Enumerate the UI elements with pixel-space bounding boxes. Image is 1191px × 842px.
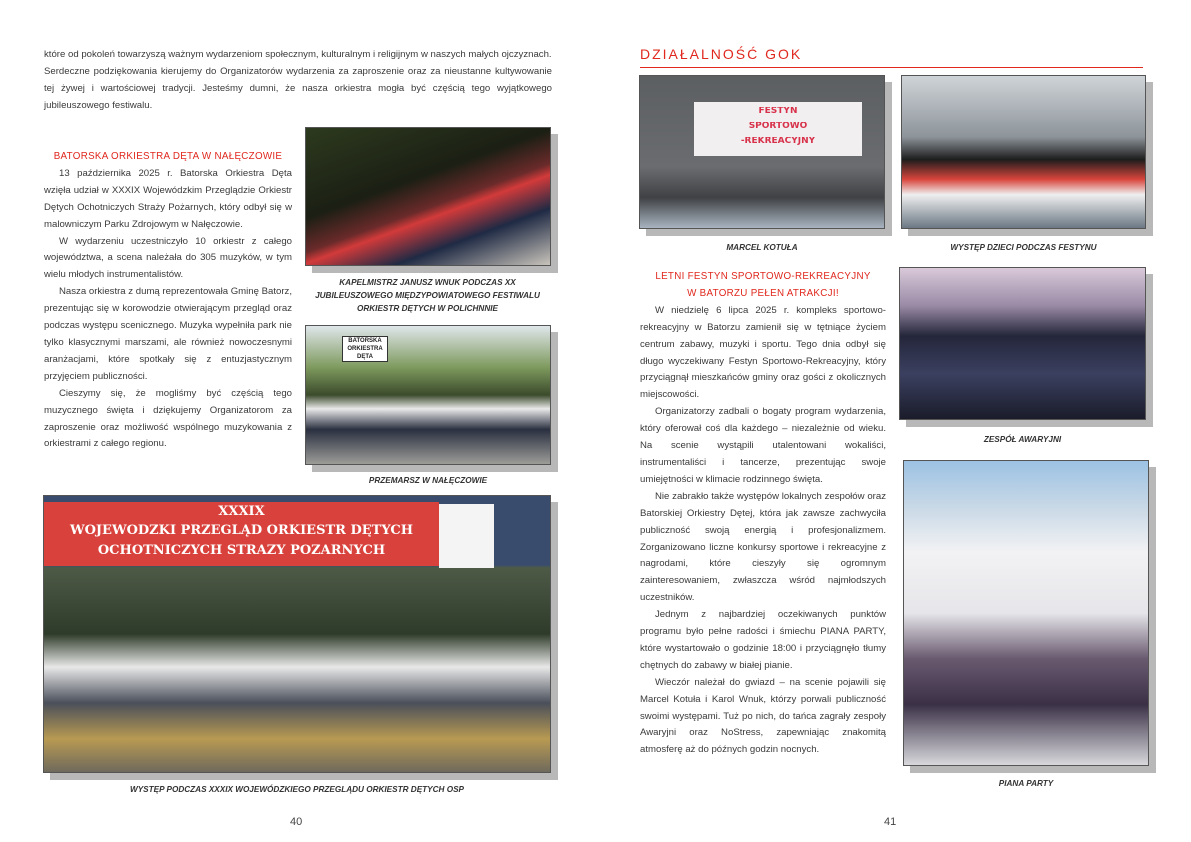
banner-line: WOJEWÓDZKI PRZEGLĄD ORKIESTR DĘTYCH [69,524,414,538]
section-title: DZIAŁALNOŚĆ GOK [640,46,803,62]
photo-marcel-kotula [639,75,885,229]
article-paragraph: Jednym z najbardziej oczekiwanych punktów programu było pełne radości i śmiechu PIANA PARTY, które wystartowało o godzinie 18:00 i przyciągnęło tłumy chętnych do zabawy w białej pianie. [640,609,886,671]
article-paragraph: Wieczór należał do gwiazd – na scenie pojawili się Marcel Kotuła i Karol Wnuk, którzy porwali publiczność swoimi występami. Tuż po nich, do tańca zagrały zespoły Awaryjni oraz NoStress, zapewniając znakomitą atmosferę aż do późnych godzin nocnych. [640,676,886,756]
title-rule [640,67,1143,68]
article-paragraph: Organizatorzy zadbali o bogaty program wydarzenia, który oferował coś dla każdego – niezależnie od wieku. Na scenie wystąpili utalentowani wokaliści, instrumentaliści i tancerze, prezentując swoje umiejętności w klimacie rodzinnego święta. [640,406,886,485]
photo-caption: PRZEMARSZ W NAŁĘCZOWIE [368,476,488,485]
article-paragraph: Nasza orkiestra z dumą reprezentowała Gminę Batorz, prezentując się w korowodzie otwierającym przegląd oraz podczas występu scenicznego. Muzyka wypełniła park nie tylko klasycznymi marszami, ale również nowoczesnymi aranżacjami, które spotkały się z entuzjastycznym przyjęciem publiczności. [44,286,293,382]
article-heading: BATORSKA ORKIESTRA DĘTA W NAŁĘCZOWIE [53,151,283,162]
band-sign: BATORSKA ORKIESTRA DĘTA [342,336,388,362]
intro-paragraph: Serdeczne podziękowania kierujemy do Organizatorów wydarzenia za zaproszenie oraz za nieustanne kultywowanie tej żywej i wartościowej tradycji. Jesteśmy dumni, że nasza orkiestra mogła być częścią tego wyjątkowego jubileuszowego festiwalu. [44,65,552,111]
page-number: 41 [884,816,897,828]
poster-line: FESTYN [758,107,798,116]
page-number: 40 [290,816,303,828]
poster-line: -REKREACYJNY [740,137,816,146]
photo-caption: WYSTĘP PODCZAS XXXIX WOJEWÓDZKIEGO PRZEGLĄDU ORKIESTR DĘTYCH OSP [129,785,465,794]
banner-line: OCHOTNICZYCH STRAŻY POŻARNYCH [97,544,386,558]
photo-march [305,325,551,465]
photo-caption: WYSTĘP DZIECI PODCZAS FESTYNU [950,243,1097,252]
article-paragraph: Cieszymy się, że mogliśmy być częścią tego muzycznego święta i dziękujemy Organizatorom za zaproszenie oraz możliwość wspólnego muzykowania z orkiestrami z całego regionu. [44,387,292,450]
festival-banner [44,502,439,566]
article-paragraph: W wydarzeniu uczestniczyło 10 orkiestr z całego województwa, a scena należała do 305 muzyków, w tym wielu młodych instrumentalistów. [44,235,292,281]
festival-poster [694,102,862,156]
intro-paragraph: które od pokoleń towarzyszą ważnym wydarzeniom społecznym, kulturalnym i religijnym w naszych małych ojczyznach. [44,49,552,60]
article-heading: LETNI FESTYN SPORTOWO-REKREACYJNY [655,271,871,282]
article-paragraph: W niedzielę 6 lipca 2025 r. kompleks sportowo-rekreacyjny w Batorzu zamienił się w tętniące życiem centrum zabawy, muzyki i sportu. Tego dnia odbył się długo wyczekiwany Festyn Sportowo-Rekreacyjny, który przyciągnął mieszkańców gminy oraz gości z okolicznych miejscowości. [640,304,886,401]
intro-text [44,47,552,115]
article-heading: W BATORZU PEŁEN ATRAKCJI! [687,287,839,299]
photo-foam-party [903,460,1149,766]
photo-caption: MARCEL KOTUŁA [726,243,798,252]
photo-band-awaryjni [899,267,1146,420]
photo-stage-performance [43,495,551,773]
right-article [640,269,886,759]
photo-caption: KAPELMISTRZ JANUSZ WNUK PODCZAS XX JUBILEUSZOWEGO MIĘDZYPOWIATOWEGO FESTIWALU ORKIESTR DĘTYCH W POLICHNNIE [315,278,540,313]
article-paragraph: 13 października 2025 r. Batorska Orkiestra Dęta wzięła udział w XXXIX Wojewódzkim Przeglądzie Orkiestr Dętych Ochotniczych Straży Pożarnych, który odbył się w malowniczym Parku Zdrojowym w Nałęczowie. [44,167,292,230]
banner-line: XXXIX [218,505,265,519]
photo-children-performance [901,75,1146,229]
photo-caption: ZESPÓŁ AWARYJNI [983,435,1062,444]
article-paragraph: Nie zabrakło także występów lokalnych zespołów oraz Batorskiej Orkiestry Dętej, która jak zawsze zachwyciła publiczność swoją energią i profesjonalizmem. Zorganizowano liczne konkursy sportowe i rekreacyjne z nagrodami, które cieszyły się ogromnym zainteresowaniem, zwłaszcza wśród najmłodszych uczestników. [640,490,886,604]
poster-line: SPORTOWO [748,122,808,131]
photo-bandmaster [305,127,551,266]
banner-logo-panel [439,504,494,568]
photo-caption: PIANA PARTY [998,779,1054,788]
left-article [44,149,292,453]
